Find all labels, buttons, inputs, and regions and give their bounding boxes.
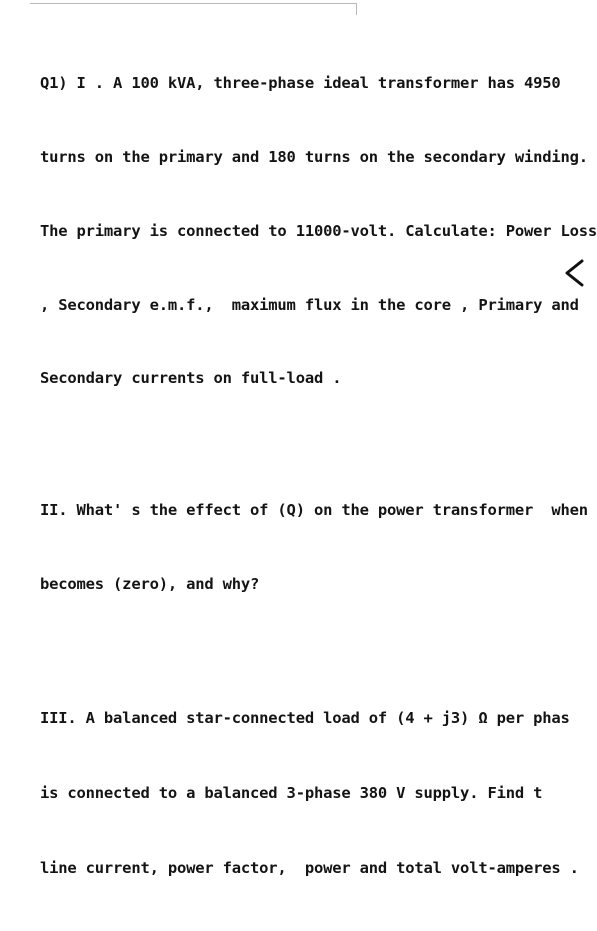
frame-edge-right bbox=[356, 3, 357, 15]
question-1-line: Q1) I . A 100 kVA, three-phase ideal transformer has 4950 bbox=[40, 74, 561, 93]
question-1-line: , Secondary e.m.f., maximum flux in the core , Primary and bbox=[40, 295, 579, 314]
question-1-line: Secondary currents on full-load . bbox=[40, 369, 342, 388]
question-3-line: is connected to a balanced 3-phase 380 V supply. Find t bbox=[40, 783, 543, 802]
chevron-left-icon[interactable] bbox=[562, 258, 588, 288]
question-2-paragraph bbox=[40, 449, 588, 646]
question-3-line: III. A balanced star-connected load of (4 + j3) Ω per phas bbox=[40, 708, 570, 727]
question-2-line: II. What' s the effect of (Q) on the power transformer when bbox=[40, 501, 588, 520]
question-2-line: becomes (zero), and why? bbox=[40, 575, 260, 594]
question-1-line: The primary is connected to 11000-volt. Calculate: Power Loss bbox=[40, 221, 597, 240]
frame-edge-top bbox=[30, 3, 356, 4]
question-1-paragraph bbox=[40, 22, 597, 440]
question-3-line: line current, power factor, power and total volt-amperes . bbox=[40, 858, 579, 877]
question-document bbox=[40, 22, 597, 931]
question-3-paragraph bbox=[40, 656, 588, 931]
question-1-line: turns on the primary and 180 turns on the secondary winding. bbox=[40, 147, 588, 166]
